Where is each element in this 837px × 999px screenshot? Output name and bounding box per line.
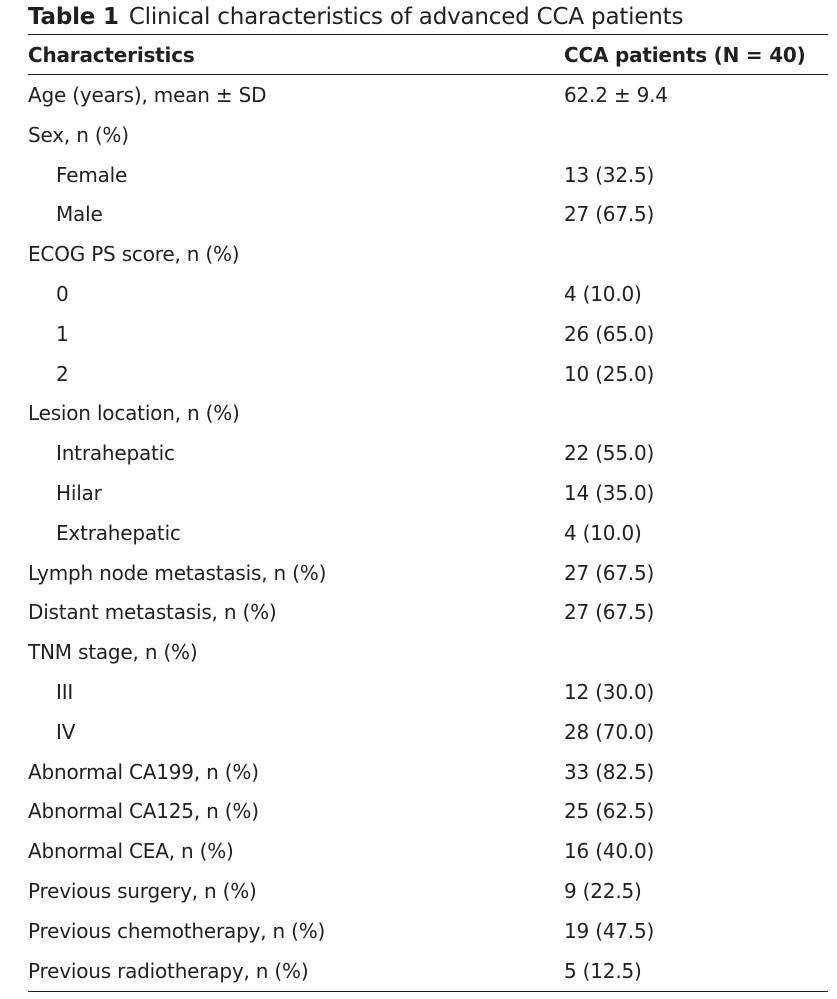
row-characteristic: IV: [56, 719, 76, 744]
row-characteristic: Extrahepatic: [56, 520, 181, 545]
row-value: 12 (30.0): [564, 680, 655, 705]
table-row: [28, 593, 828, 633]
row-value: 9 (22.5): [564, 879, 642, 904]
table-row: [28, 553, 828, 593]
table-figure: [28, 0, 828, 992]
row-characteristic: ECOG PS score, n (%): [28, 242, 240, 267]
table-caption-text: Clinical characteristics of advanced CCA patients: [128, 4, 684, 30]
table-row: [28, 115, 828, 155]
row-value: 27 (67.5): [564, 560, 655, 585]
table-row: [28, 354, 828, 394]
table-caption: [28, 0, 828, 34]
table-row: [28, 513, 828, 553]
table-header-row: [28, 35, 828, 75]
table-row: [28, 911, 828, 951]
table-row: [28, 75, 828, 115]
table-row: [28, 672, 828, 712]
table-row: [28, 473, 828, 513]
table-row: [28, 871, 828, 911]
row-characteristic: Lesion location, n (%): [28, 401, 240, 426]
table-row: [28, 394, 828, 434]
row-characteristic: Previous surgery, n (%): [28, 879, 257, 904]
table-row: [28, 951, 828, 991]
header-characteristics: Characteristics: [28, 42, 195, 67]
table-row: [28, 314, 828, 354]
row-characteristic: Male: [56, 202, 103, 227]
row-characteristic: Distant metastasis, n (%): [28, 600, 277, 625]
table-row: [28, 792, 828, 832]
row-characteristic: 2: [56, 361, 69, 386]
row-characteristic: Intrahepatic: [56, 441, 175, 466]
row-value: 27 (67.5): [564, 600, 655, 625]
table-row: [28, 195, 828, 235]
row-value: 33 (82.5): [564, 759, 655, 784]
row-characteristic: 1: [56, 321, 69, 346]
row-characteristic: 0: [56, 282, 69, 307]
header-cca-patients: CCA patients (N = 40): [564, 42, 806, 67]
row-characteristic: Sex, n (%): [28, 122, 129, 147]
table-row: [28, 274, 828, 314]
table-row: [28, 155, 828, 195]
table-row: [28, 234, 828, 274]
table-row: [28, 752, 828, 792]
row-value: 14 (35.0): [564, 481, 655, 506]
row-value: 10 (25.0): [564, 361, 655, 386]
table-row: [28, 712, 828, 752]
row-value: 16 (40.0): [564, 839, 655, 864]
row-value: 27 (67.5): [564, 202, 655, 227]
row-characteristic: Abnormal CA199, n (%): [28, 759, 259, 784]
row-value: 19 (47.5): [564, 918, 655, 943]
table-body: [28, 75, 828, 991]
table-bottom-rule: [28, 991, 828, 992]
row-value: 4 (10.0): [564, 282, 642, 307]
row-characteristic: III: [56, 680, 74, 705]
row-value: 4 (10.0): [564, 520, 642, 545]
row-value: 28 (70.0): [564, 719, 655, 744]
row-value: 5 (12.5): [564, 958, 642, 983]
row-characteristic: Previous radiotherapy, n (%): [28, 958, 309, 983]
table-row: [28, 632, 828, 672]
row-characteristic: Lymph node metastasis, n (%): [28, 560, 327, 585]
row-characteristic: Abnormal CEA, n (%): [28, 839, 234, 864]
row-value: 26 (65.0): [564, 321, 655, 346]
row-characteristic: Previous chemotherapy, n (%): [28, 918, 326, 943]
row-characteristic: TNM stage, n (%): [28, 640, 198, 665]
row-characteristic: Age (years), mean ± SD: [28, 83, 267, 107]
row-value: 13 (32.5): [564, 162, 655, 187]
row-characteristic: Female: [56, 162, 128, 187]
row-value: 62.2 ± 9.4: [564, 83, 668, 107]
row-value: 22 (55.0): [564, 441, 655, 466]
table-row: [28, 831, 828, 871]
row-characteristic: Abnormal CA125, n (%): [28, 799, 259, 824]
table-caption-label: Table 1: [28, 4, 119, 30]
row-value: 25 (62.5): [564, 799, 655, 824]
row-characteristic: Hilar: [56, 481, 102, 506]
table-row: [28, 433, 828, 473]
